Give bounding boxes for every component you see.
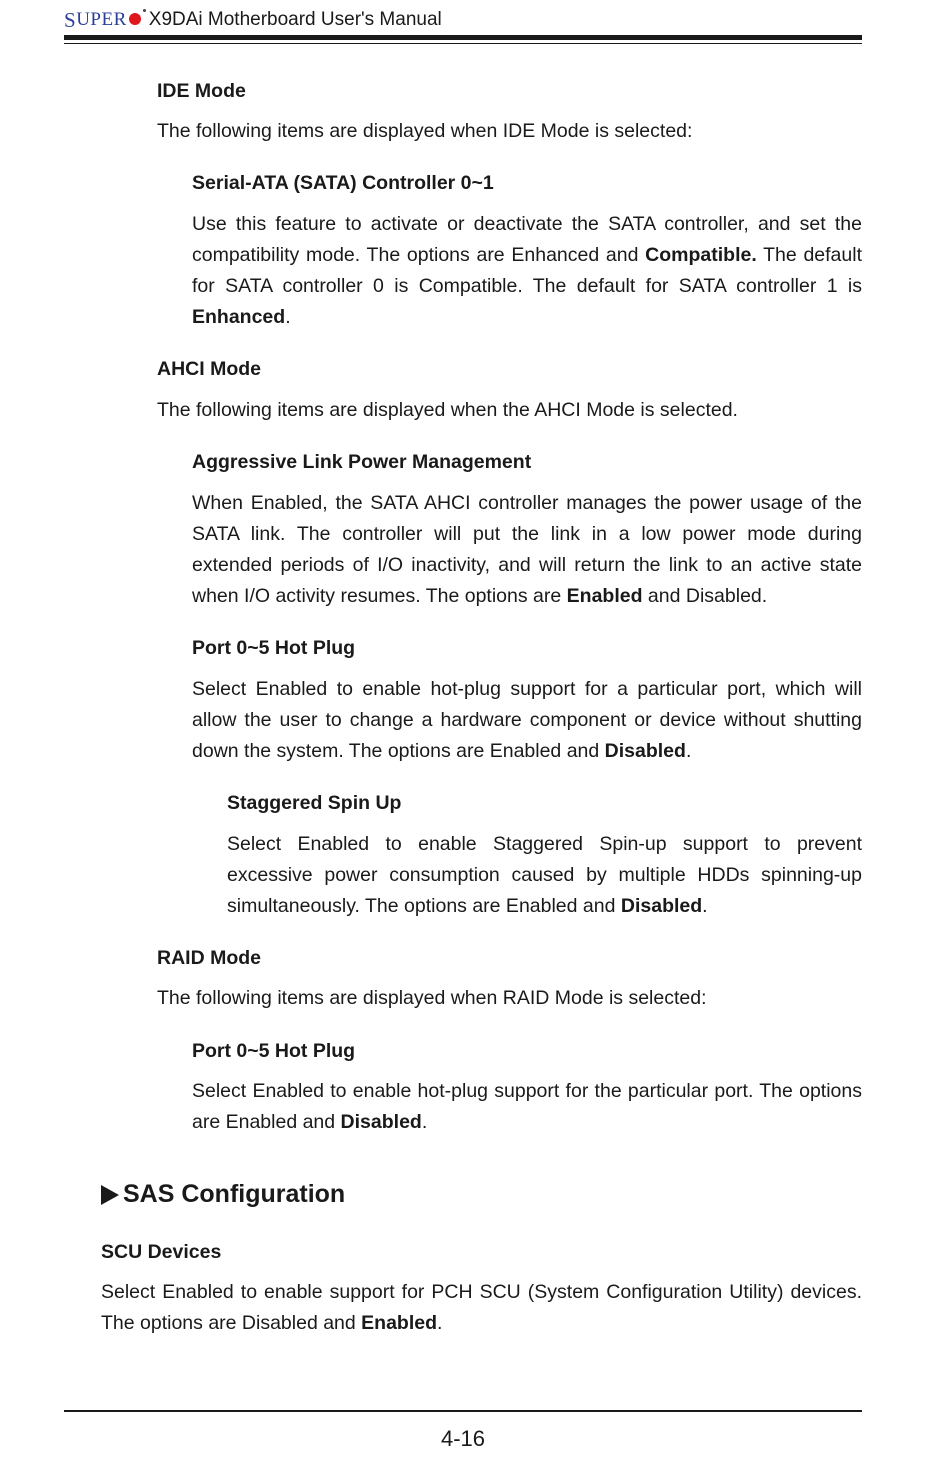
footer-rule <box>64 1410 862 1412</box>
scu-devices-body: Select Enabled to enable support for PCH SCU (System Configuration Utility) devices. The options are Disabled and Enabled. <box>101 1281 862 1334</box>
ide-mode-intro: The following items are displayed when IDE Mode is selected: <box>157 120 693 142</box>
hot-plug-body: Select Enabled to enable hot-plug support for a particular port, which will allow the user to change a hardware component or device without shutting down the system. The options are Enabled and Disabled. <box>192 678 862 762</box>
page-number: 4-16 <box>440 1426 486 1451</box>
header-rule-thin <box>64 43 862 44</box>
alpm-heading: Aggressive Link Power Management <box>192 451 532 473</box>
manual-title: X9DAi Motherboard User's Manual <box>148 9 442 30</box>
hot-plug-heading: Port 0~5 Hot Plug <box>192 637 356 659</box>
logo-dot-icon <box>129 13 141 25</box>
raid-mode-intro: The following items are displayed when RAID Mode is selected: <box>157 987 707 1009</box>
sas-configuration-title: SAS Configuration <box>101 1180 345 1209</box>
raid-hot-plug-body: Select Enabled to enable hot-plug support for the particular port. The options are Enabled and Disabled. <box>192 1080 862 1133</box>
staggered-spin-heading: Staggered Spin Up <box>227 792 402 814</box>
staggered-spin-body: Select Enabled to enable Staggered Spin-up support to prevent excessive power consumption caused by multiple HDDs spinning-up simultaneously. The options are Enabled and Disabled. <box>227 833 862 917</box>
ahci-mode-heading: AHCI Mode <box>157 358 261 380</box>
sata-controller-heading: Serial-ATA (SATA) Controller 0~1 <box>192 172 494 194</box>
alpm-body: When Enabled, the SATA AHCI controller manages the power usage of the SATA link. The controller will put the link in a low power mode during extended periods of I/O inactivity, and will return the link to an active state when I/O activity resumes. The options are Enabled and Disabled. <box>192 492 862 607</box>
page-header <box>64 6 862 34</box>
ahci-mode-intro: The following items are displayed when the AHCI Mode is selected. <box>157 399 738 421</box>
triangle-bullet-icon <box>101 1185 119 1205</box>
supermicro-logo: S UPER <box>64 8 141 33</box>
raid-hot-plug-heading: Port 0~5 Hot Plug <box>192 1040 356 1062</box>
scu-devices-heading: SCU Devices <box>101 1241 222 1263</box>
header-rule-thick <box>64 35 862 40</box>
raid-mode-heading: RAID Mode <box>157 947 261 969</box>
sata-controller-body: Use this feature to activate or deactivate the SATA controller, and set the compatibility mode. The options are Enhanced and Compatible. The default for SATA controller 0 is Compatible. The default for SATA controller 1 is Enhanced. <box>192 213 862 328</box>
ide-mode-heading: IDE Mode <box>157 80 246 102</box>
